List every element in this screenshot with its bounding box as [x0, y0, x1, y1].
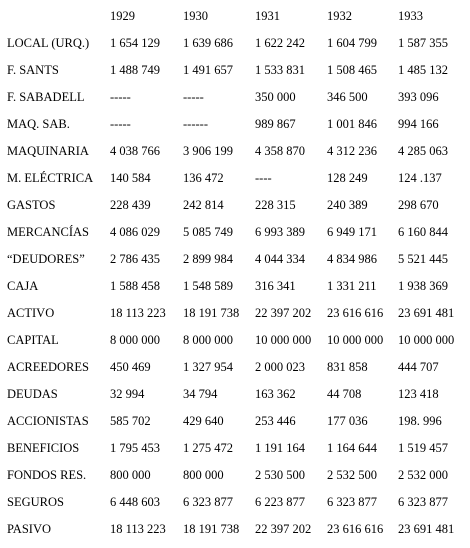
value-cell: 4 044 334	[255, 252, 305, 266]
value-cell: 1 604 799	[327, 36, 377, 50]
value-cell: 1 519 457	[398, 441, 448, 455]
value-cell: 242 814	[183, 198, 224, 212]
header-row	[0, 0, 470, 27]
value-cell: 1 485 132	[398, 63, 448, 77]
value-cell: 8 000 000	[183, 333, 233, 347]
value-cell: 6 323 877	[183, 495, 233, 509]
value-cell: 177 036	[327, 414, 368, 428]
row-label: LOCAL (URQ.)	[7, 36, 90, 50]
value-cell: 2 532 500	[327, 468, 377, 482]
value-cell: 831 858	[327, 360, 368, 374]
value-cell: 228 439	[110, 198, 151, 212]
value-cell: 3 906 199	[183, 144, 233, 158]
year-header: 1931	[255, 9, 280, 23]
value-cell: 1 191 164	[255, 441, 305, 455]
table-row	[0, 189, 470, 216]
value-cell: 1 654 129	[110, 36, 160, 50]
value-cell: 23 691 481	[398, 522, 455, 536]
value-cell: 1 795 453	[110, 441, 160, 455]
row-label: ACREEDORES	[7, 360, 89, 374]
value-cell: 4 312 236	[327, 144, 377, 158]
value-cell: 44 708	[327, 387, 362, 401]
table-row	[0, 54, 470, 81]
table-row	[0, 459, 470, 486]
table-row	[0, 513, 470, 540]
value-cell: 34 794	[183, 387, 218, 401]
table-row	[0, 27, 470, 54]
value-cell: 10 000 000	[398, 333, 455, 347]
value-cell: 800 000	[110, 468, 151, 482]
value-cell: 4 358 870	[255, 144, 305, 158]
value-cell: 198. 996	[398, 414, 442, 428]
row-label: SEGUROS	[7, 495, 64, 509]
value-cell: 6 448 603	[110, 495, 160, 509]
table-row	[0, 81, 470, 108]
table-row	[0, 351, 470, 378]
row-label: CAJA	[7, 279, 39, 293]
value-cell: 23 616 616	[327, 522, 384, 536]
value-cell: 350 000	[255, 90, 296, 104]
value-cell: 2 530 500	[255, 468, 305, 482]
value-cell: 989 867	[255, 117, 296, 131]
value-cell: 23 691 481	[398, 306, 455, 320]
value-cell: 444 707	[398, 360, 439, 374]
value-cell: 585 702	[110, 414, 151, 428]
table-row	[0, 378, 470, 405]
value-cell: 6 323 877	[398, 495, 448, 509]
value-cell: 800 000	[183, 468, 224, 482]
row-label: MAQUINARIA	[7, 144, 89, 158]
value-cell: 10 000 000	[255, 333, 312, 347]
value-cell: -----	[183, 90, 204, 104]
value-cell: 298 670	[398, 198, 439, 212]
table-body	[0, 27, 470, 540]
value-cell: 316 341	[255, 279, 296, 293]
value-cell: 136 472	[183, 171, 224, 185]
value-cell: 18 113 223	[110, 306, 166, 320]
value-cell: 6 160 844	[398, 225, 448, 239]
value-cell: 2 532 000	[398, 468, 448, 482]
value-cell: 4 038 766	[110, 144, 160, 158]
value-cell: 1 275 472	[183, 441, 233, 455]
table-row	[0, 243, 470, 270]
row-label: M. ELÉCTRICA	[7, 171, 94, 185]
value-cell: ------	[183, 117, 208, 131]
table-row	[0, 486, 470, 513]
value-cell: 450 469	[110, 360, 151, 374]
value-cell: 1 622 242	[255, 36, 305, 50]
table-row	[0, 135, 470, 162]
value-cell: 8 000 000	[110, 333, 160, 347]
value-cell: 5 521 445	[398, 252, 448, 266]
value-cell: 123 418	[398, 387, 439, 401]
row-label: MAQ. SAB.	[7, 117, 70, 131]
value-cell: 23 616 616	[327, 306, 384, 320]
value-cell: 1 508 465	[327, 63, 377, 77]
row-label: PASIVO	[7, 522, 52, 536]
table-row	[0, 297, 470, 324]
value-cell: 32 994	[110, 387, 145, 401]
value-cell: 1 587 355	[398, 36, 448, 50]
value-cell: 2 786 435	[110, 252, 160, 266]
value-cell: 2 000 023	[255, 360, 305, 374]
row-label: F. SANTS	[7, 63, 59, 77]
row-label: GASTOS	[7, 198, 56, 212]
value-cell: 1 327 954	[183, 360, 233, 374]
row-label: DEUDAS	[7, 387, 58, 401]
value-cell: 346 500	[327, 90, 368, 104]
value-cell: 4 834 986	[327, 252, 377, 266]
value-cell: 4 086 029	[110, 225, 160, 239]
value-cell: 6 323 877	[327, 495, 377, 509]
row-label: CAPITAL	[7, 333, 59, 347]
table-row	[0, 270, 470, 297]
value-cell: 253 446	[255, 414, 296, 428]
value-cell: 1 164 644	[327, 441, 377, 455]
year-header: 1929	[110, 9, 135, 23]
row-label: F. SABADELL	[7, 90, 85, 104]
value-cell: 140 584	[110, 171, 151, 185]
value-cell: 6 993 389	[255, 225, 305, 239]
table-row	[0, 405, 470, 432]
table-row	[0, 108, 470, 135]
value-cell: 6 949 171	[327, 225, 377, 239]
value-cell: 1 331 211	[327, 279, 377, 293]
row-label: ACTIVO	[7, 306, 55, 320]
row-label: MERCANCÍAS	[7, 225, 89, 239]
value-cell: 1 491 657	[183, 63, 233, 77]
value-cell: 5 085 749	[183, 225, 233, 239]
value-cell: 228 315	[255, 198, 296, 212]
row-label: “DEUDORES”	[7, 252, 85, 266]
value-cell: 18 113 223	[110, 522, 166, 536]
row-label: FONDOS RES.	[7, 468, 87, 482]
table-row	[0, 162, 470, 189]
value-cell: ----	[255, 171, 272, 185]
value-cell: 429 640	[183, 414, 224, 428]
table-row	[0, 324, 470, 351]
value-cell: 2 899 984	[183, 252, 233, 266]
value-cell: 1 488 749	[110, 63, 160, 77]
value-cell: 163 362	[255, 387, 296, 401]
value-cell: 22 397 202	[255, 306, 312, 320]
value-cell: 18 191 738	[183, 306, 240, 320]
value-cell: 1 639 686	[183, 36, 233, 50]
value-cell: -----	[110, 117, 131, 131]
value-cell: 22 397 202	[255, 522, 312, 536]
value-cell: 1 533 831	[255, 63, 305, 77]
table-row	[0, 216, 470, 243]
value-cell: 994 166	[398, 117, 439, 131]
row-label: ACCIONISTAS	[7, 414, 89, 428]
value-cell: 1 548 589	[183, 279, 233, 293]
year-header: 1932	[327, 9, 352, 23]
value-cell: 10 000 000	[327, 333, 384, 347]
value-cell: 4 285 063	[398, 144, 448, 158]
year-header: 1933	[398, 9, 423, 23]
year-header: 1930	[183, 9, 208, 23]
row-label: BENEFICIOS	[7, 441, 80, 455]
value-cell: 393 096	[398, 90, 439, 104]
value-cell: 1 001 846	[327, 117, 377, 131]
value-cell: 128 249	[327, 171, 368, 185]
value-cell: 1 938 369	[398, 279, 448, 293]
value-cell: 1 588 458	[110, 279, 160, 293]
value-cell: 240 389	[327, 198, 368, 212]
value-cell: 6 223 877	[255, 495, 305, 509]
value-cell: -----	[110, 90, 131, 104]
value-cell: 18 191 738	[183, 522, 240, 536]
value-cell: 124 .137	[398, 171, 442, 185]
table-row	[0, 432, 470, 459]
